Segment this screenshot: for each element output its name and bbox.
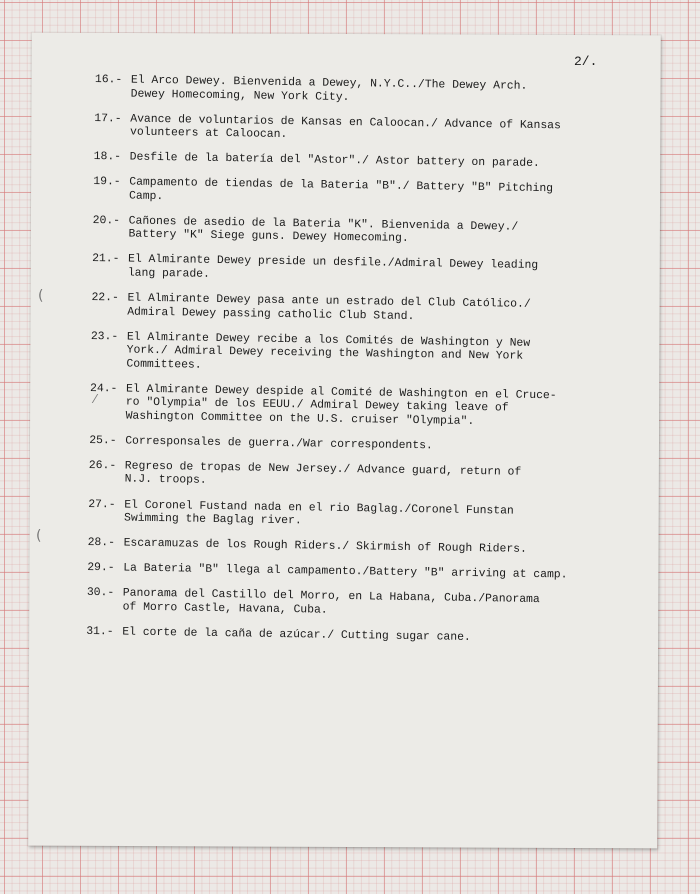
- list-item: [94, 151, 624, 173]
- entry-number: 22.-: [91, 292, 119, 305]
- entry-list: [86, 74, 625, 659]
- entry-text: Corresponsales de guerra./War correspondents.: [125, 435, 433, 453]
- entry-number: 27.-: [88, 498, 116, 511]
- entry-number: 23.-: [90, 330, 119, 344]
- entry-number: 17.-: [94, 112, 122, 126]
- entry-text: El Almirante Dewey despide al Comité de Washington en el Cruce- ro "Olympia" de los EEUU./ Admiral Dewey taking leave of Washington Committee on the U.S. cruiser "Olympia".: [125, 383, 557, 428]
- entry-number: 16.-: [94, 74, 123, 87]
- entry-text: El Arco Dewey. Bienvenida a Dewey, N.Y.C../The Dewey Arch. Dewey Homecoming, New York City.: [130, 74, 528, 104]
- entry-text: Desfile de la batería del "Astor"./ Astor battery on parade.: [129, 151, 540, 171]
- list-item: [90, 383, 621, 432]
- list-item: [89, 435, 619, 457]
- entry-text: El corte de la caña de azúcar./ Cutting sugar cane.: [122, 626, 471, 644]
- list-item: [92, 215, 622, 250]
- list-item: [88, 537, 618, 559]
- list-item: [94, 113, 624, 148]
- entry-text: Panorama del Castillo del Morro, en La Habana, Cuba./Panorama of Morro Castle, Havana, Cuba.: [122, 587, 540, 617]
- entry-number: 18.-: [93, 151, 122, 164]
- page-number: 2/.: [574, 54, 598, 69]
- margin-mark: (: [38, 288, 44, 304]
- entry-text: El Almirante Dewey pasa ante un estrado del Club Católico./ Admiral Dewey passing catholic Club Stand.: [127, 292, 531, 323]
- list-item: [89, 460, 619, 495]
- list-item: [90, 331, 621, 380]
- entry-text: El Coronel Fustand nada en el rio Baglag./Coronel Funstan Swimming the Baglag river.: [123, 499, 514, 528]
- entry-number: 19.-: [93, 176, 121, 189]
- entry-text: El Almirante Dewey preside un desfile./Admiral Dewey leading lang parade.: [127, 254, 539, 281]
- entry-text: Avance de voluntarios de Kansas en Caloocan./ Advance of Kansas volunteers at Caloocan.: [129, 113, 561, 142]
- entry-number: 30.-: [86, 587, 115, 600]
- entry-number: 20.-: [92, 214, 121, 228]
- entry-number: 26.-: [88, 459, 117, 473]
- list-item: [87, 587, 617, 622]
- entry-number: 24.-: [89, 382, 118, 396]
- entry-number: 21.-: [91, 253, 120, 266]
- entry-number: 25.-: [89, 434, 117, 448]
- list-item: [87, 562, 617, 584]
- entry-text: Regreso de tropas de New Jersey./ Advance guard, return of N.J. troops.: [124, 460, 522, 488]
- entry-text: Campamento de tiendas de la Bateria "B"./ Battery "B" Pitching Camp.: [128, 176, 554, 203]
- list-item: [91, 292, 621, 327]
- entry-number: 31.-: [86, 625, 114, 639]
- list-item: [92, 253, 622, 288]
- entry-text: Cañones de asedio de la Bateria "K". Bienvenida a Dewey./ Battery "K" Siege guns. Dewey Homecoming.: [128, 215, 519, 246]
- list-item: [93, 176, 623, 211]
- entry-text: La Bateria "B" llega al campamento./Battery "B" arriving at camp.: [123, 562, 568, 582]
- entry-number: 28.-: [87, 537, 116, 550]
- list-item: [88, 498, 618, 533]
- list-item: [86, 626, 616, 648]
- entry-text: El Almirante Dewey recibe a los Comités de Washington y New York./ Admiral Dewey receiving the Washington and New York Committees.: [126, 331, 531, 372]
- entry-text: Escaramuzas de los Rough Riders./ Skirmish of Rough Riders.: [123, 537, 527, 556]
- entry-number: 29.-: [87, 562, 115, 575]
- margin-mark: ⁄: [94, 392, 97, 406]
- margin-mark: (: [36, 528, 42, 544]
